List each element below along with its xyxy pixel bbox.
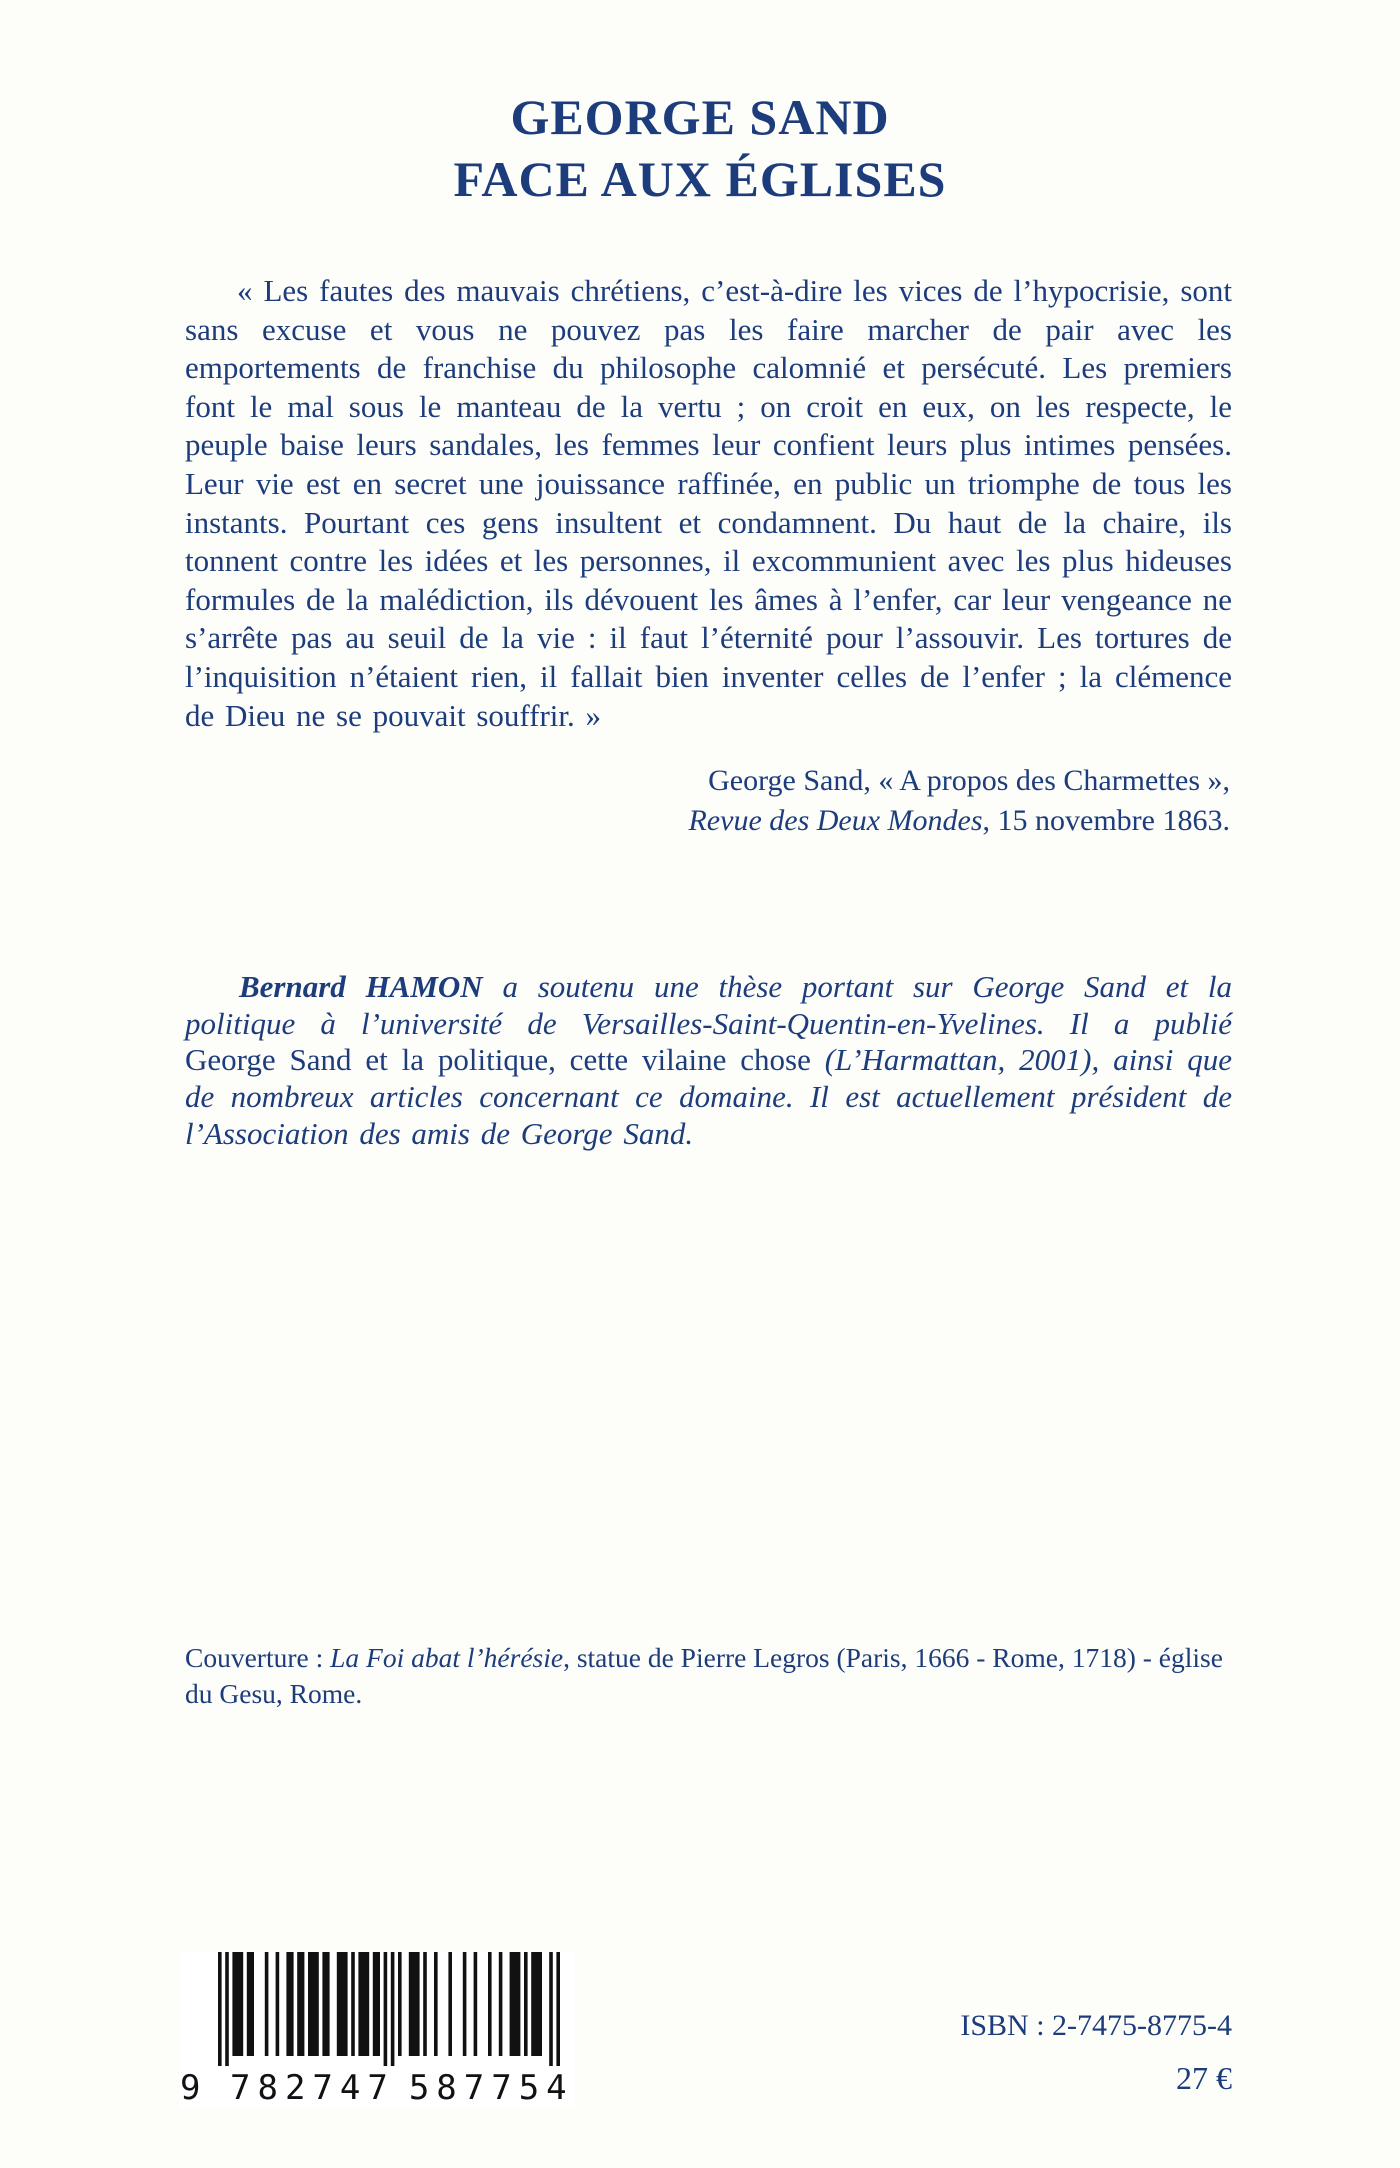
author-bio	[185, 969, 1232, 1152]
barcode	[180, 1952, 574, 2108]
text-segment: La Foi abat l’hérésie	[330, 1642, 564, 1673]
title-line-1: GEORGE SAND	[510, 89, 890, 145]
isbn-block	[960, 2008, 1232, 2096]
quote-attribution	[0, 761, 1230, 841]
attribution-line-2	[0, 801, 1230, 841]
text-segment: George Sand et la politique, cette vilaine chose	[185, 1042, 811, 1078]
barcode-digits	[180, 2068, 574, 2108]
barcode-digits-right: 587754	[408, 2068, 574, 2108]
text-segment: , statue de Pierre Legros (Paris, 1666 - Rome, 1718) - église du Gesu, Rome.	[185, 1642, 1223, 1709]
quote-text: « Les fautes des mauvais chrétiens, c’est-à-dire les vices de l’hypocrisie, sont sans excuse et vous ne pouvez pas les faire marcher de pair avec les emportements de franchise du philosophe calomnié et persécuté. Les premiers font le mal sous le manteau de la vertu ; on croit en eux, on les respecte, le peuple baise leurs sandales, les femmes leur confient leurs plus intimes pensées. Leur vie est en secret une jouissance raffinée, en public un triomphe de tous les instants. Pourtant ces gens insultent et condamnent. Du haut de la chaire, ils tonnent contre les idées et les personnes, il excommunient avec les plus hideuses formules de la malédiction, ils dévouent les âmes à l’enfer, car leur vengeance ne s’arrête pas au seuil de la vie : il faut l’éternité pour l’assouvir. Les tortures de l’inquisition n’étaient rien, il fallait bien inventer celles de l’enfer ; la clémence de Dieu ne se pouvait souffrir. »	[185, 273, 1232, 733]
page-title	[0, 86, 1400, 210]
text-segment: , 15 novembre 1863.	[982, 804, 1230, 838]
title-line-2: FACE AUX ÉGLISES	[453, 151, 947, 207]
text-segment: a soutenu une thèse portant sur George Sand et la politique à l’université de Versailles-Saint-Quentin-en-Yvelines. Il a publié	[185, 969, 1232, 1041]
text-segment: (L’Harmattan, 2001), ainsi que de nombreux articles concernant ce domaine. Il est actuellement président de l’Association des amis de George Sand.	[185, 1042, 1232, 1151]
barcode-bars	[218, 1952, 560, 2066]
text-segment: Couverture :	[185, 1642, 331, 1673]
attribution-line-1: George Sand, « A propos des Charmettes »,	[708, 764, 1230, 798]
text-segment: Revue des Deux Mondes	[688, 804, 983, 838]
cover-credit	[185, 1640, 1247, 1712]
isbn-label: ISBN : 2-7475-8775-4	[960, 2009, 1232, 2042]
price-label: 27 €	[1176, 2060, 1232, 2096]
barcode-digits-left: 782747	[230, 2068, 395, 2108]
barcode-digit-first: 9	[180, 2068, 201, 2108]
text-segment: Bernard HAMON	[239, 969, 483, 1005]
